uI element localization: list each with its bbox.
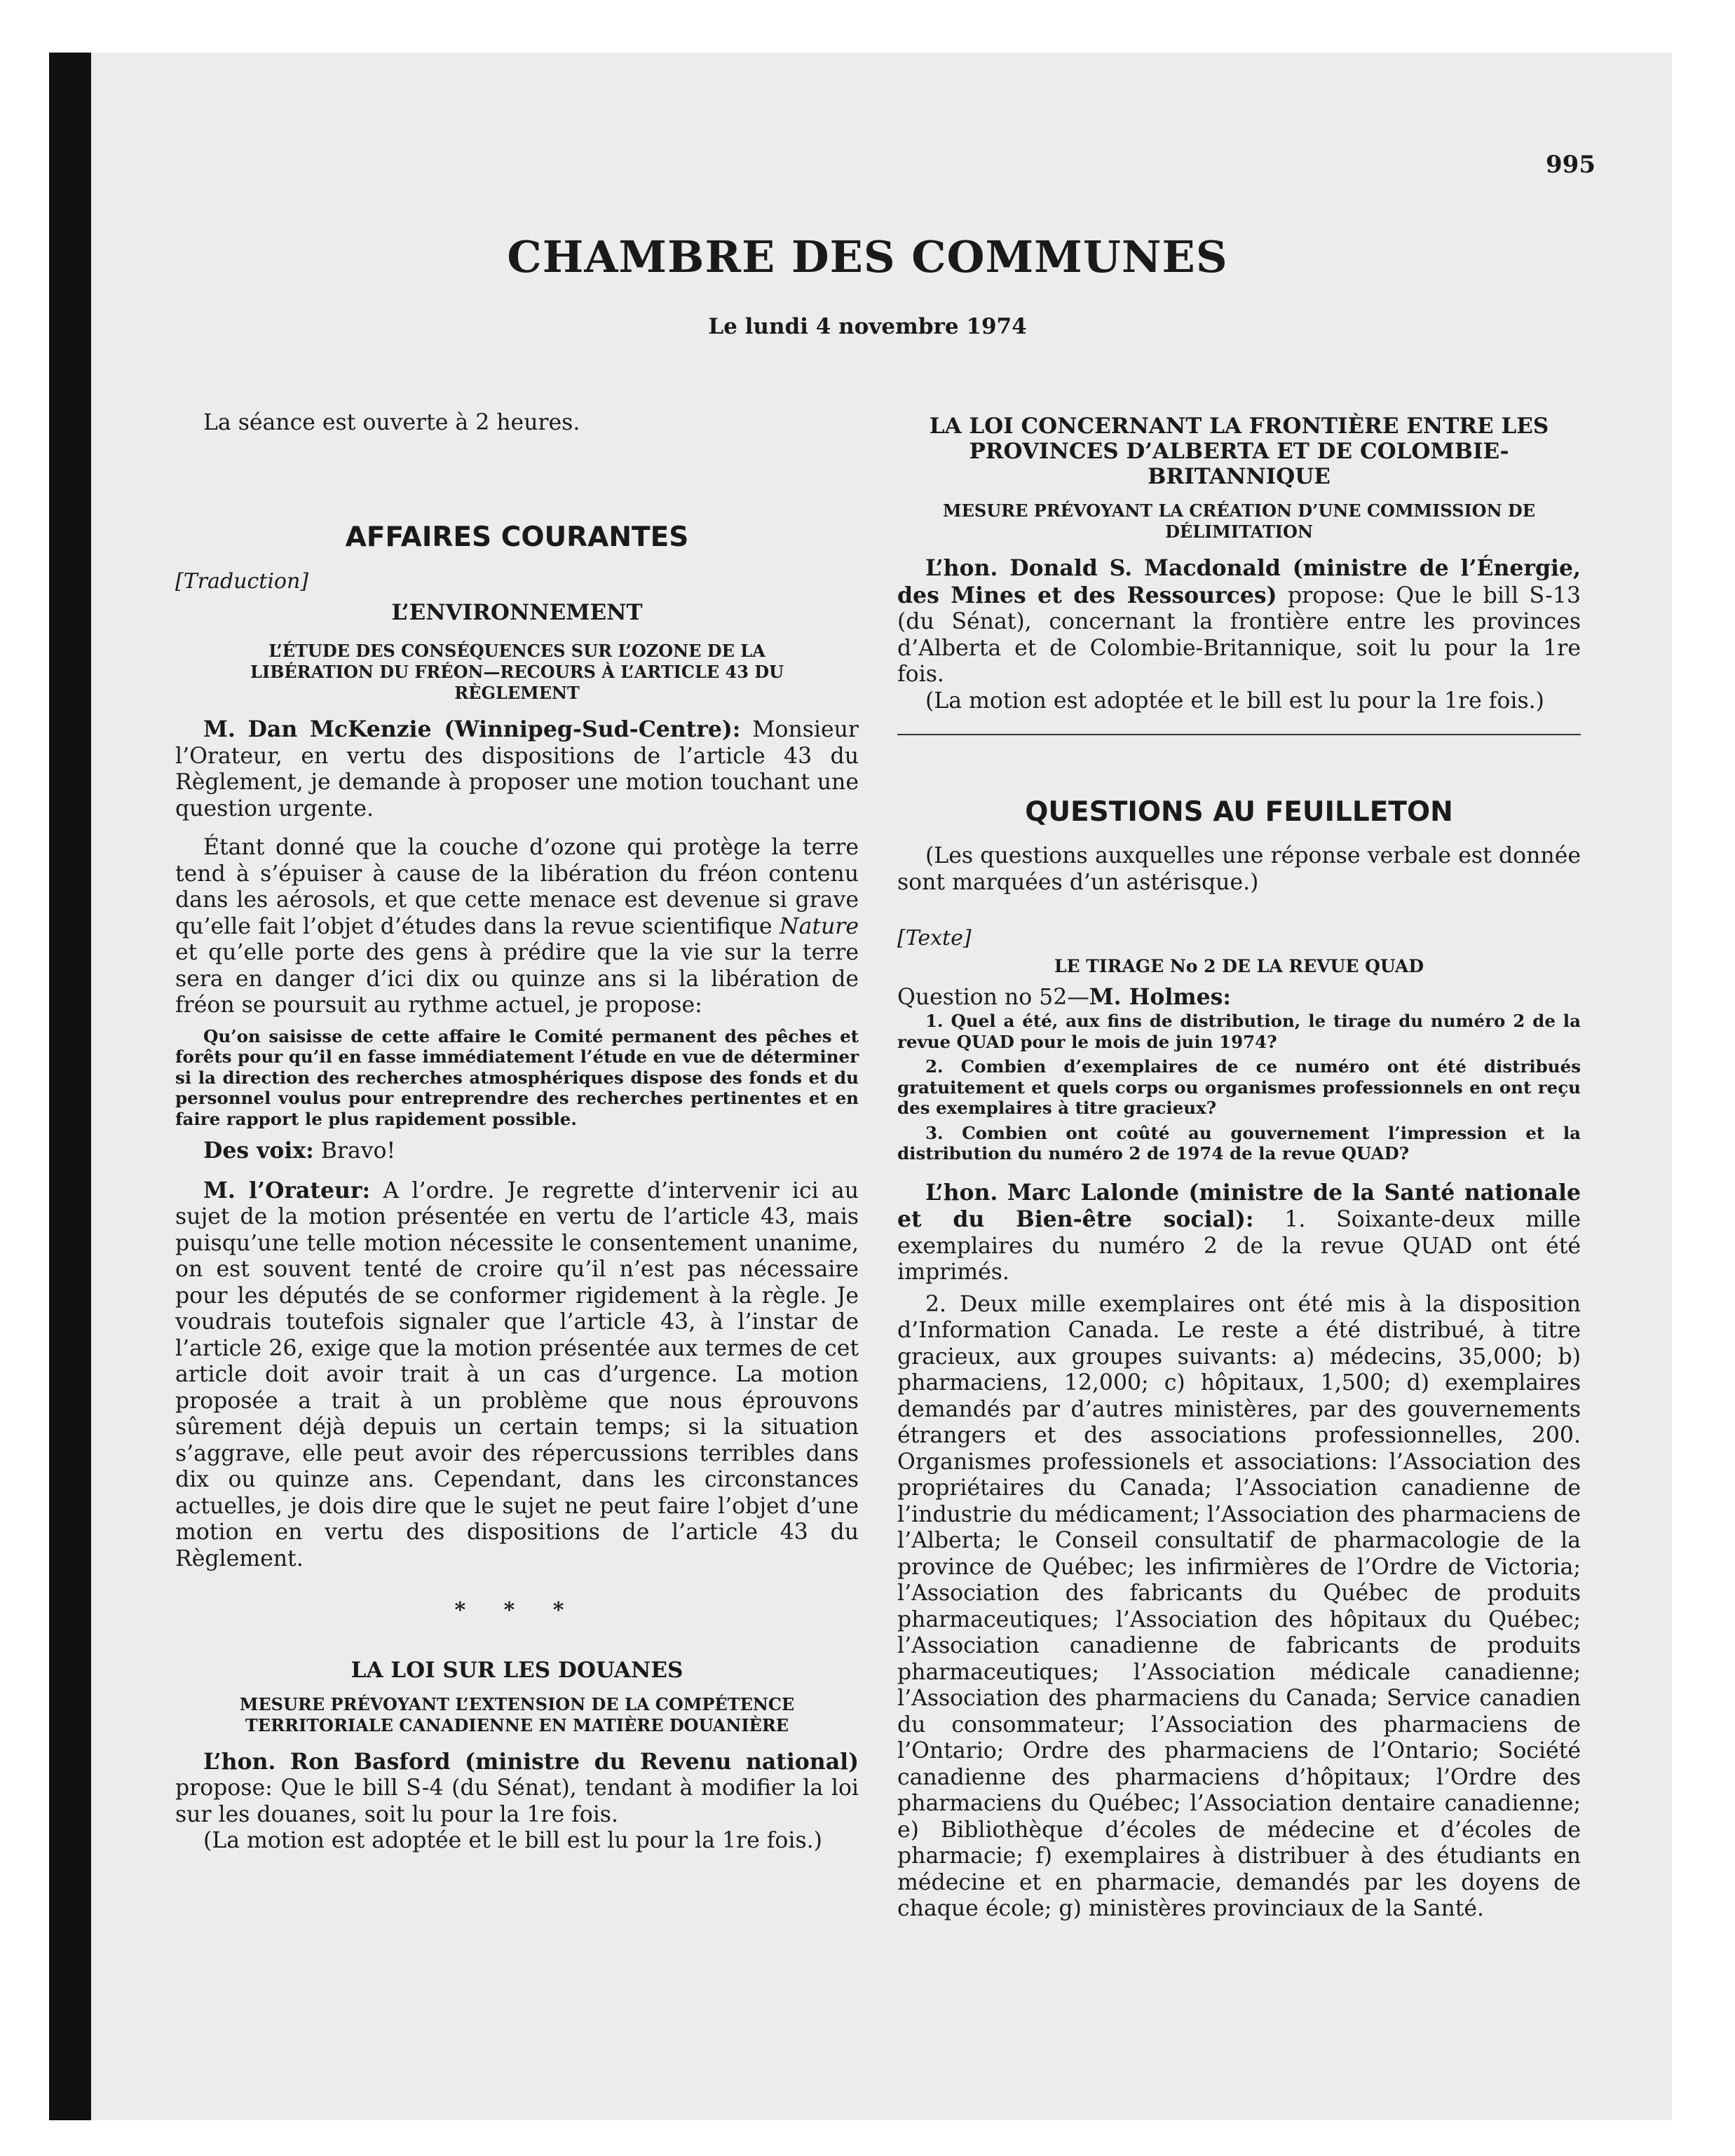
speaker-name: L’hon. Marc Lalonde (ministre de la Santé nationale et du Bien-être social): xyxy=(897,1179,1581,1232)
traduction-label: [Traduction] xyxy=(175,568,309,594)
page-number: 995 xyxy=(1546,151,1595,179)
frontiere-heading: LA LOI CONCERNANT LA FRONTIÈRE ENTRE LES PROVINCES D’ALBERTA ET DE COLOMBIE-BRITANNIQUE xyxy=(929,414,1549,489)
journal-name: Nature xyxy=(780,913,859,939)
macdonald-result: (La motion est adoptée et le bill est lu pour la 1re fois.) xyxy=(925,688,1544,714)
session-date: Le lundi 4 novembre 1974 xyxy=(708,314,1027,339)
question-3: 3. Combien ont coûté au gouvernement l’impression et la distribution du numéro 2 de 1974 de la revue QUAD? xyxy=(897,1122,1581,1164)
frontiere-subheading: MESURE PRÉVOYANT LA CRÉATION D’UNE COMMISSION DE DÉLIMITATION xyxy=(943,500,1535,542)
answer-text: 1. Soixante-deux mille exemplaires du numéro 2 de la revue QUAD ont été imprimés. xyxy=(897,1207,1581,1285)
speech-text: Bravo! xyxy=(313,1138,396,1164)
mckenzie-paragraph xyxy=(175,716,859,822)
texte-label: [Texte] xyxy=(897,926,972,950)
etant-donne-paragraph xyxy=(175,835,859,1019)
speech-text: Monsieur l’Orateur, en vertu des dispositions de l’article 43 du Règlement, je demande à proposer une motion touchant une question urgente. xyxy=(175,717,859,821)
ozone-subheading: L’ÉTUDE DES CONSÉQUENCES SUR L’OZONE DE LA LIBÉRATION DU FRÉON—RECOURS À L’ARTICLE 43 DU RÈGLEMENT xyxy=(250,641,784,703)
voix-paragraph xyxy=(175,1138,859,1165)
question-2: 2. Combien d’exemplaires de ce numéro ont été distribués gratuitement et quels corps ou organismes professionnels en ont reçu des exemplaires à titre gracieux? xyxy=(897,1056,1581,1118)
affaires-courantes-heading: AFFAIRES COURANTES xyxy=(345,521,689,553)
speaker-name: L’hon. Ron Basford (ministre du Revenu national) xyxy=(203,1748,859,1775)
page-title: CHAMBRE DES COMMUNES xyxy=(507,231,1228,282)
basford-paragraph xyxy=(175,1749,859,1829)
speech-text: propose: Que le bill S-13 (du Sénat), concernant la frontière entre les provinces d’Alberta et de Colombie-Britannique, soit lu pour la 1re fois. xyxy=(897,582,1581,687)
questions-note: (Les questions auxquelles une réponse verbale est donnée sont marquées d’un astérisque.) xyxy=(897,843,1581,895)
speech-text: propose: Que le bill S-4 (du Sénat), tendant à modifier la loi sur les douanes, soit lu pour la 1re fois. xyxy=(175,1775,859,1827)
speaker-name: Des voix: xyxy=(203,1138,314,1164)
douanes-heading: LA LOI SUR LES DOUANES xyxy=(351,1657,683,1683)
orateur-paragraph xyxy=(175,1178,859,1573)
right-column xyxy=(897,414,1581,1923)
question-number: Question no 52— xyxy=(897,984,1089,1010)
environnement-heading: L’ENVIRONNEMENT xyxy=(391,600,643,625)
left-column xyxy=(175,410,859,1855)
question-header xyxy=(897,984,1581,1011)
opening-line: La séance est ouverte à 2 heures. xyxy=(203,410,580,435)
speaker-name: M. l’Orateur: xyxy=(203,1177,371,1203)
question-1: 1. Quel a été, aux fins de distribution, le tirage du numéro 2 de la revue QUAD pour le mois de juin 1974? xyxy=(897,1011,1581,1052)
speech-text: Étant donné que la couche d’ozone qui protège la terre tend à s’épuiser à cause de la libération du fréon contenu dans les aérosols, et que cette menace est devenue si grave qu’elle fait l’objet d’études dans la revue scientifique xyxy=(175,835,859,939)
questions-heading: QUESTIONS AU FEUILLETON xyxy=(1025,796,1453,828)
lalonde-paragraph xyxy=(897,1180,1581,1286)
speech-text: A l’ordre. Je regrette d’intervenir ici au sujet de la motion présentée en vertu de l’article 43, mais puisqu’une telle motion nécessite le consentement unanime, on est souvent tenté de croire qu’il n’est pas nécessaire pour les députés de se conformer rigidement à la règle. Je voudrais toutefois signaler que l’article 43, à l’instar de l’article 26, exige que la motion présentée aux termes de cet article doit avoir trait à un cas d’urgence. La motion proposée a trait à un problème que nous éprouvons sûrement déjà depuis un certain temps; si la situation s’aggrave, elle peut avoir des répercussions terribles dans dix ou quinze ans. Cependant, dans les circonstances actuelles, je dois dire que le sujet ne peut faire l’objet d’une motion en vertu des dispositions de l’article 43 du Règlement. xyxy=(175,1178,859,1571)
speech-text: et qu’elle porte des gens à prédire que la vie sur la terre sera en danger d’ici dix ou quinze ans si la libération de fréon se poursuit au rythme actuel, je propose: xyxy=(175,940,859,1018)
scan-edge xyxy=(49,53,91,2120)
tirage-heading: LE TIRAGE No 2 DE LA REVUE QUAD xyxy=(1054,955,1424,976)
section-separator: * * * xyxy=(454,1598,580,1623)
question-author: M. Holmes: xyxy=(1089,983,1232,1010)
douanes-subheading: MESURE PRÉVOYANT L’EXTENSION DE LA COMPÉTENCE TERRITORIALE CANADIENNE EN MATIÈRE DOUANIÈRE xyxy=(239,1693,795,1735)
macdonald-paragraph xyxy=(897,555,1581,688)
motion-text: Qu’on saisisse de cette affaire le Comité permanent des pêches et forêts pour qu’il en fasse immédiatement l’étude en vue de déterminer si la direction des recherches atmosphériques dispose des fonds et du personnel voulus pour entreprendre des recherches pertinentes et en faire rapport le plus rapidement possible. xyxy=(175,1025,859,1129)
speaker-name: M. Dan McKenzie (Winnipeg-Sud-Centre): xyxy=(203,716,741,742)
speaker-name: L’hon. Donald S. Macdonald (ministre de l’Énergie, des Mines et des Ressources) xyxy=(897,555,1581,608)
basford-result: (La motion est adoptée et le bill est lu pour la 1re fois.) xyxy=(203,1828,822,1853)
answer-2: 2. Deux mille exemplaires ont été mis à la disposition d’Information Canada. Le reste a été distribué, à titre gracieux, aux groupes suivants: a) médecins, 35,000; b) pharmaciens, 12,000; c) hôpitaux, 1,500; d) exemplaires demandés par d’autres ministères, par des gouvernements étrangers et des associations professionnelles, 200. Organismes professionels et associations: l’Association des propriétaires du Canada; l’Association canadienne de l’industrie du médicament; l’Association des pharmaciens de l’Alberta; le Conseil consultatif de pharmacologie de la province de Québec; les infirmières de l’Ordre de Victoria; l’Association des fabricants du Québec de produits pharmaceutiques; l’Association des hôpitaux du Québec; l’Association canadienne de fabricants de produits pharmaceutiques; l’Association médicale canadienne; l’Association des pharmaciens du Canada; Service canadien du consommateur; l’Association des pharmaciens de l’Ontario; Ordre des pharmaciens de l’Ontario; Société canadienne des pharmaciens d’hôpitaux; l’Ordre des pharmaciens du Québec; l’Association dentaire canadienne; e) Bibliothèque d’écoles de médecine et d’écoles de pharmacie; f) exemplaires à distribuer à des étudiants en médecine et en pharmacie, demandés par les doyens de chaque école; g) ministères provinciaux de la Santé. xyxy=(897,1291,1581,1921)
